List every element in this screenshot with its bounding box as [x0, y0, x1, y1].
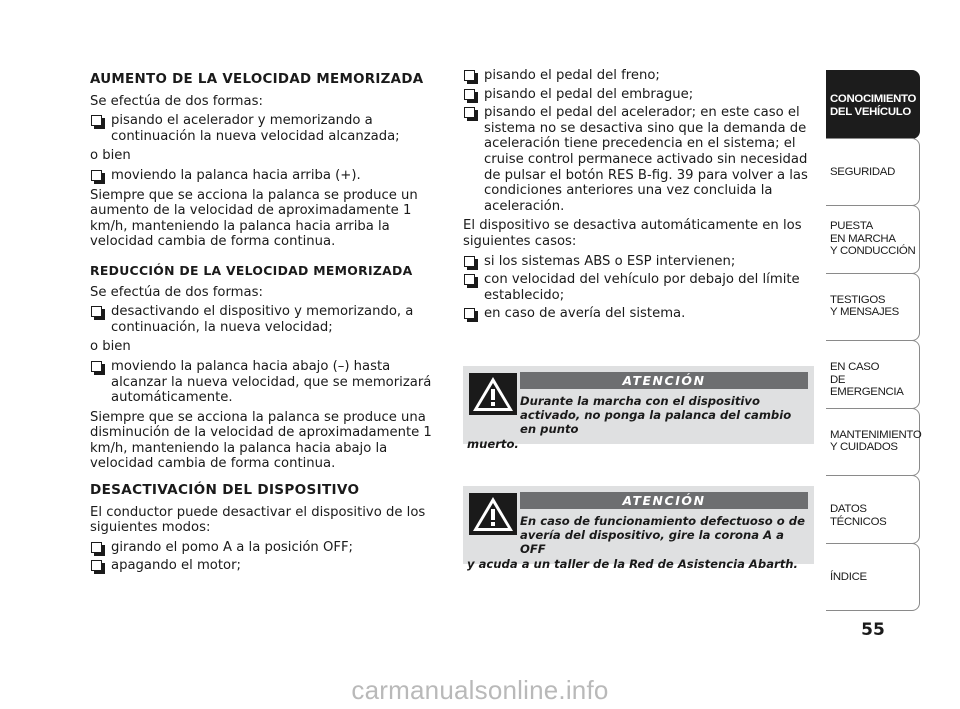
bullet-list: [90, 540, 442, 574]
tab-datos-tecnicos[interactable]: DATOS TÉCNICOS: [826, 475, 920, 544]
warning-title: ATENCIÓN: [520, 372, 808, 389]
checkbox-bullet-icon: [464, 70, 475, 81]
tab-testigos[interactable]: TESTIGOS Y MENSAJES: [826, 273, 920, 342]
paragraph: El dispositivo se desactiva automáticamente en los siguientes casos:: [463, 218, 802, 249]
paragraph: o bien: [90, 148, 131, 164]
bullet-list: [90, 113, 442, 144]
chapter-tabs: [826, 70, 920, 610]
bullet-list: [90, 359, 442, 406]
checkbox-bullet-icon: [464, 89, 475, 100]
tab-indice[interactable]: ÍNDICE: [826, 543, 920, 612]
list-item: pisando el pedal del embrague;: [463, 87, 813, 103]
list-item: pisando el acelerador y memorizando a continuación la nueva velocidad alcanzada;: [90, 113, 442, 144]
paragraph: Siempre que se acciona la palanca se produce una disminución de la velocidad de aproximadamente 1 km/h, manteniendo la palanca hacia abajo la velocidad cambia de forma continua.: [90, 409, 432, 472]
checkbox-bullet-icon: [91, 542, 102, 553]
bullet-list: [463, 254, 813, 322]
checkbox-bullet-icon: [464, 274, 475, 285]
list-item: si los sistemas ABS o ESP intervienen;: [463, 254, 813, 270]
paragraph: El conductor puede desactivar el dispositivo de los siguientes modos:: [90, 504, 426, 536]
heading-aumento: AUMENTO DE LA VELOCIDAD MEMORIZADA: [90, 72, 424, 87]
checkbox-bullet-icon: [91, 170, 102, 181]
list-item: girando el pomo A a la posición OFF;: [90, 540, 442, 556]
list-item: en caso de avería del sistema.: [463, 306, 813, 322]
bullet-list: [90, 168, 442, 184]
watermark: carmanualsonline.info: [351, 675, 609, 705]
list-item: moviendo la palanca hacia abajo (–) hasta alcanzar la nueva velocidad, que se memorizará automáticamente.: [90, 359, 442, 406]
tab-conocimiento[interactable]: CONOCIMIENTO DEL VEHÍCULO: [826, 70, 920, 139]
paragraph: Se efectúa de dos formas:: [90, 284, 263, 300]
checkbox-bullet-icon: [91, 306, 102, 317]
list-item: apagando el motor;: [90, 558, 442, 574]
heading-reduccion: REDUCCIÓN DE LA VELOCIDAD MEMORIZADA: [90, 262, 413, 278]
list-item: pisando el pedal del freno;: [463, 68, 813, 84]
checkbox-bullet-icon: [464, 256, 475, 267]
paragraph: Se efectúa de dos formas:: [90, 93, 263, 109]
warning-box: [463, 486, 814, 571]
checkbox-bullet-icon: [91, 361, 102, 372]
tab-emergencia[interactable]: EN CASO DE EMERGENCIA: [826, 340, 920, 409]
list-item: moviendo la palanca hacia arriba (+).: [90, 168, 442, 184]
bullet-list: [90, 304, 442, 335]
paragraph: o bien: [90, 339, 131, 355]
bullet-list: [463, 68, 813, 214]
checkbox-bullet-icon: [464, 107, 475, 118]
tab-seguridad[interactable]: SEGURIDAD: [826, 138, 920, 207]
warning-text: Durante la marcha con el dispositivo activado, no ponga la palanca del cambio en punto muerto.: [467, 394, 792, 451]
left-column: [90, 68, 442, 578]
list-item: pisando el pedal del acelerador; en este caso el sistema no se desactiva sino que la demanda de aceleración tiene precedencia en el sistema; el cruise control permanece activado sin necesidad de pulsar el botón RES B-fig. 39 para volver a las condiciones anteriores una vez concluida la aceleración.: [463, 105, 813, 214]
checkbox-bullet-icon: [464, 308, 475, 319]
list-item: con velocidad del vehículo por debajo del límite establecido;: [463, 272, 813, 303]
checkbox-bullet-icon: [91, 560, 102, 571]
heading-desactivacion: DESACTIVACIÓN DEL DISPOSITIVO: [90, 482, 360, 499]
right-column: [463, 68, 813, 326]
checkbox-bullet-icon: [91, 115, 102, 126]
tab-mantenimiento[interactable]: MANTENIMIENTO Y CUIDADOS: [826, 408, 920, 477]
warning-box: [463, 366, 814, 451]
tab-puesta-en-marcha[interactable]: PUESTA EN MARCHA Y CONDUCCIÓN: [826, 205, 920, 274]
paragraph: Siempre que se acciona la palanca se produce un aumento de la velocidad de aproximadamente 1 km/h, manteniendo la palanca hacia arriba la velocidad cambia de forma continua.: [90, 187, 418, 250]
list-item: desactivando el dispositivo y memorizando, a continuación, la nueva velocidad;: [90, 304, 442, 335]
warning-title: ATENCIÓN: [520, 492, 808, 509]
page-number: 55: [861, 620, 885, 640]
warning-text: En caso de funcionamiento defectuoso o de avería del dispositivo, gire la corona A a OFF y acuda a un taller de la Red de Asistencia Abarth.: [467, 514, 805, 571]
